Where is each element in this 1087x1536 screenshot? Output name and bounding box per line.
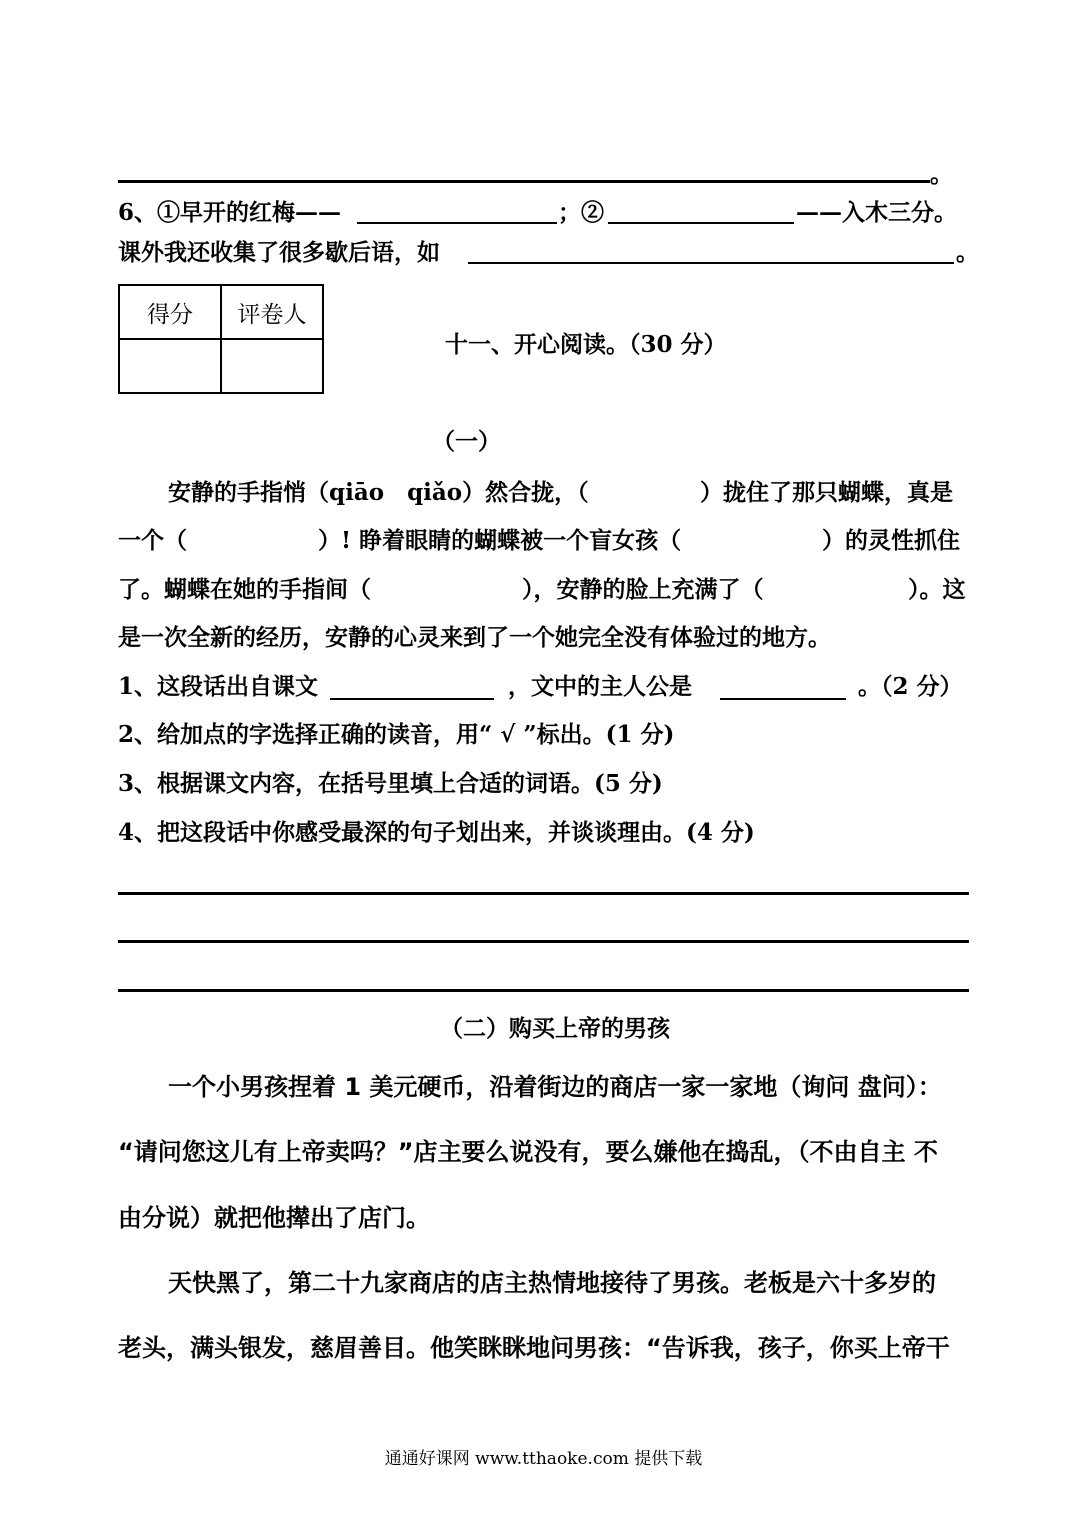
answer-line[interactable] [118,180,930,183]
question-1b: ，文中的主人公是 [508,673,692,700]
score-cell[interactable] [119,339,221,393]
grader-cell[interactable] [221,339,323,393]
score-table [118,284,324,394]
question-1-blank-2[interactable] [720,698,846,700]
passage-line-3c: ）。这 [908,576,966,603]
q6-blank-2[interactable] [608,222,794,224]
q6-line2: 课外我还收集了很多歇后语，如 [118,239,440,266]
q6-line2-end: 。 [956,239,979,266]
passage-line-1a: 安静的手指悄（qiāo qiǎo）然合拢，（ [168,479,589,506]
period-mark: 。 [930,161,953,188]
passage-line-1b: ）拢住了那只蝴蝶，真是 [700,479,953,506]
footer-text: 通通好课网 www.tthaoke.com 提供下载 [384,1449,703,1469]
story-line-1: 一个小男孩捏着 1 美元硬币，沿着街边的商店一家一家地（询问 盘问）： [168,1073,942,1101]
q6-sep: ；② [558,199,604,226]
q6-blank-3[interactable] [468,262,954,264]
reading1-heading: （一） [432,428,501,455]
question-3: 3、根据课文内容，在括号里填上合适的词语。(5 分) [118,770,663,797]
passage-line-3a: 了。蝴蝶在她的手指间（ [118,576,371,603]
passage-line-2b: ）! 睁着眼睛的蝴蝶被一个盲女孩（ [318,527,682,554]
question-1a: 1、这段话出自课文 [118,673,319,700]
answer-line-2[interactable] [118,940,969,943]
question-4: 4、把这段话中你感受最深的句子划出来，并谈谈理由。(4 分) [118,819,755,846]
section-title: 十一、开心阅读。（30 分） [445,331,727,358]
answer-line-3[interactable] [118,989,969,992]
q6-blank-1[interactable] [357,222,557,224]
story-line-3: 由分说）就把他撵出了店门。 [118,1204,430,1232]
story-line-2: “请问您这儿有上帝卖吗？”店主要么说没有，要么嫌他在捣乱，（不由自主 不 [118,1138,938,1166]
reading2-heading: （二）购买上帝的男孩 [440,1015,670,1042]
question-1-blank-1[interactable] [330,698,494,700]
passage-line-4: 是一次全新的经历，安静的心灵来到了一个她完全没有体验过的地方。 [118,624,831,651]
story-line-4: 天快黑了，第二十九家商店的店主热情地接待了男孩。老板是六十多岁的 [168,1269,936,1297]
story-line-5: 老头，满头银发，慈眉善目。他笑眯眯地问男孩：“告诉我，孩子，你买上帝干 [118,1334,950,1362]
question-1c: 。（2 分） [858,673,963,700]
answer-line-1[interactable] [118,892,969,895]
passage-line-3b: ），安静的脸上充满了（ [522,576,764,603]
q6-part1: 6、①早开的红梅—— [118,199,342,226]
q6-part2: ——入木三分。 [796,199,957,226]
score-header: 得分 [119,285,221,339]
question-2: 2、给加点的字选择正确的读音，用“ √ ”标出。(1 分) [118,721,675,748]
passage-line-2a: 一个（ [118,527,187,554]
grader-header: 评卷人 [221,285,323,339]
passage-line-2c: ）的灵性抓住 [822,527,960,554]
